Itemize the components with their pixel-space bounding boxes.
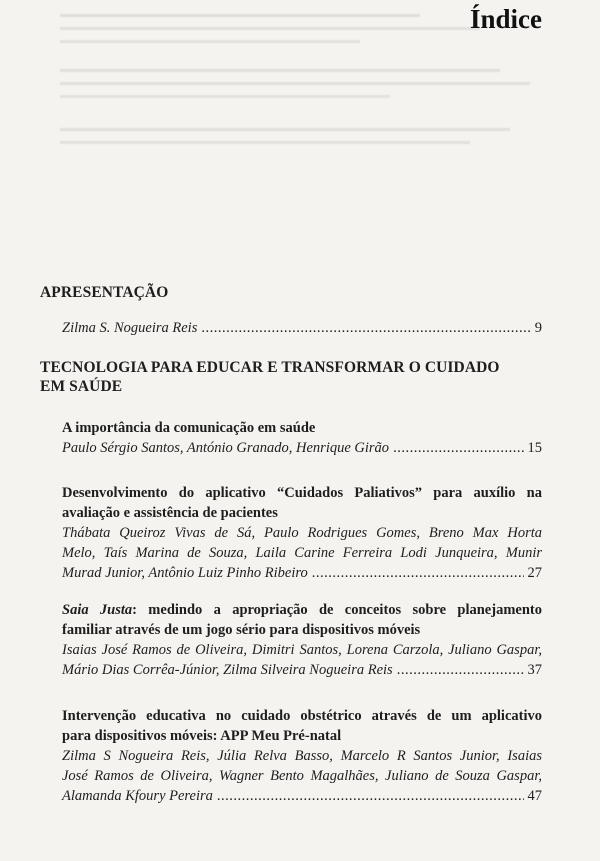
dot-leader — [393, 438, 523, 458]
entry-title-line: avaliação e assistência de pacientes — [62, 505, 278, 521]
section-title-line: TECNOLOGIA PARA EDUCAR E TRANSFORMAR O CUIDADO — [40, 359, 500, 376]
authors-text: Murad Junior, Antônio Luiz Pinho Ribeiro — [62, 565, 308, 581]
page-number: 47 — [527, 788, 542, 804]
entry-title-rest: : medindo a apropriação de conceitos sobre planejamento — [132, 602, 542, 618]
toc-entry[interactable] — [62, 600, 542, 680]
entry-title-line: Intervenção educativa no cuidado obstétrico através de um aplicativo — [62, 708, 542, 724]
toc-entry[interactable] — [62, 418, 542, 458]
entry-title-italic: Saia Justa — [62, 602, 133, 618]
section-title-tecnologia — [40, 358, 550, 396]
authors-line: Isaias José Ramos de Oliveira, Dimitri Santos, Lorena Carzola, Juliano Gaspar, — [62, 642, 542, 658]
toc-author-line — [62, 786, 542, 806]
authors-text: Mário Dias Corrêa-Júnior, Zilma Silveira Nogueira Reis — [62, 662, 393, 678]
entry-title-line: Desenvolvimento do aplicativo “Cuidados Paliativos” para auxílio na — [62, 485, 542, 501]
authors-line: Melo, Taís Marina de Souza, Laila Carine Ferreira Lodi Junqueira, Munir — [62, 545, 542, 561]
dot-leader — [217, 786, 524, 806]
page-number: 15 — [527, 440, 542, 456]
toc-author-line — [62, 660, 542, 680]
authors-line: José Ramos de Oliveira, Wagner Bento Magalhães, Juliano de Souza Gaspar, — [62, 768, 542, 784]
show-through-bleed — [52, 8, 552, 278]
authors-text: Alamanda Kfoury Pereira — [62, 788, 213, 804]
authors-line: Zilma S Nogueira Reis, Júlia Relva Basso, Marcelo R Santos Junior, Isaias — [62, 748, 542, 764]
section-title-apresentacao: APRESENTAÇÃO — [40, 284, 169, 301]
toc-author-line — [62, 438, 542, 458]
dot-leader — [312, 563, 524, 583]
page-number: 37 — [527, 662, 542, 678]
authors-line: Thábata Queiroz Vivas de Sá, Paulo Rodrigues Gomes, Breno Max Horta — [62, 525, 542, 541]
toc-author-line — [62, 318, 542, 338]
entry-title: A importância da comunicação em saúde — [62, 420, 316, 436]
dot-leader — [397, 660, 524, 680]
authors-text: Zilma S. Nogueira Reis — [62, 320, 198, 336]
entry-title-line: familiar através de um jogo sério para dispositivos móveis — [62, 622, 421, 638]
toc-entry-apresentacao[interactable] — [62, 318, 542, 338]
page-title: Índice — [469, 4, 542, 34]
page-number: 27 — [527, 565, 542, 581]
entry-title-line — [62, 600, 542, 620]
toc-entry[interactable] — [62, 706, 542, 806]
dot-leader — [201, 318, 530, 338]
page-number: 9 — [534, 320, 542, 336]
entry-title-line: para dispositivos móveis: APP Meu Pré-natal — [62, 728, 342, 744]
authors-text: Paulo Sérgio Santos, António Granado, Henrique Girão — [62, 440, 390, 456]
section-title-line: EM SAÚDE — [40, 378, 123, 395]
toc-author-line — [62, 563, 542, 583]
toc-entry[interactable] — [62, 483, 542, 583]
